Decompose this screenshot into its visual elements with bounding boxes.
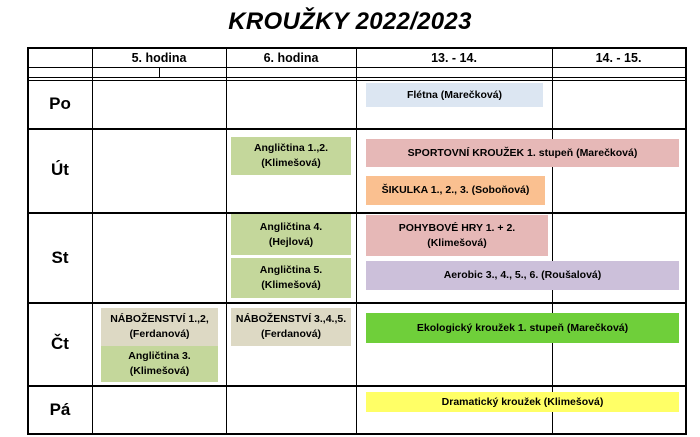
grid-line bbox=[685, 47, 687, 435]
grid-line bbox=[552, 47, 553, 435]
activity-sikulka: ŠIKULKA 1., 2., 3. (Soboňová) bbox=[366, 176, 545, 205]
activity-anglictina-4: Angličtina 4. (Hejlová) bbox=[231, 214, 351, 255]
day-label-ut: Út bbox=[51, 160, 69, 179]
activity-pohybove-hry: POHYBOVÉ HRY 1. + 2. (Klimešová) bbox=[366, 215, 548, 256]
header-14-15: 14. - 15. bbox=[595, 51, 642, 65]
page-title: KROUŽKY 2022/2023 bbox=[228, 8, 472, 35]
activity-nabozenstvi-1-2: NÁBOŽENSTVÍ 1.,2, (Ferdanová) bbox=[101, 308, 218, 346]
activity-anglictina-3: Angličtina 3. (Klimešová) bbox=[101, 346, 218, 382]
day-label-po: Po bbox=[49, 94, 71, 113]
activity-aerobic: Aerobic 3., 4., 5., 6. (Roušalová) bbox=[366, 261, 679, 290]
day-label-pa: Pá bbox=[49, 400, 71, 419]
activity-anglictina-1-2: Angličtina 1.,2. (Klimešová) bbox=[231, 137, 351, 175]
grid-line bbox=[356, 47, 357, 435]
grid-line bbox=[159, 67, 160, 77]
activity-fletna: Flétna (Marečková) bbox=[366, 83, 543, 107]
grid-line bbox=[226, 47, 227, 435]
activity-nabozenstvi-3-4-5: NÁBOŽENSTVÍ 3.,4.,5. (Ferdanová) bbox=[231, 308, 351, 346]
activity-dramaticky-krouzek: Dramatický kroužek (Klimešová) bbox=[366, 392, 679, 412]
day-label-ct: Čt bbox=[51, 334, 69, 353]
header-13-14: 13. - 14. bbox=[431, 51, 477, 65]
grid-line bbox=[92, 47, 93, 435]
header-5-hodina: 5. hodina bbox=[131, 51, 187, 65]
day-label-st: St bbox=[51, 248, 69, 267]
activity-anglictina-5: Angličtina 5. (Klimešová) bbox=[231, 258, 351, 298]
header-6-hodina: 6. hodina bbox=[263, 51, 319, 65]
activity-ekologicky-krouzek: Ekologický kroužek 1. stupeň (Marečková) bbox=[366, 313, 679, 343]
activity-sportovni-krouzek: SPORTOVNÍ KROUŽEK 1. stupeň (Marečková) bbox=[366, 139, 679, 167]
